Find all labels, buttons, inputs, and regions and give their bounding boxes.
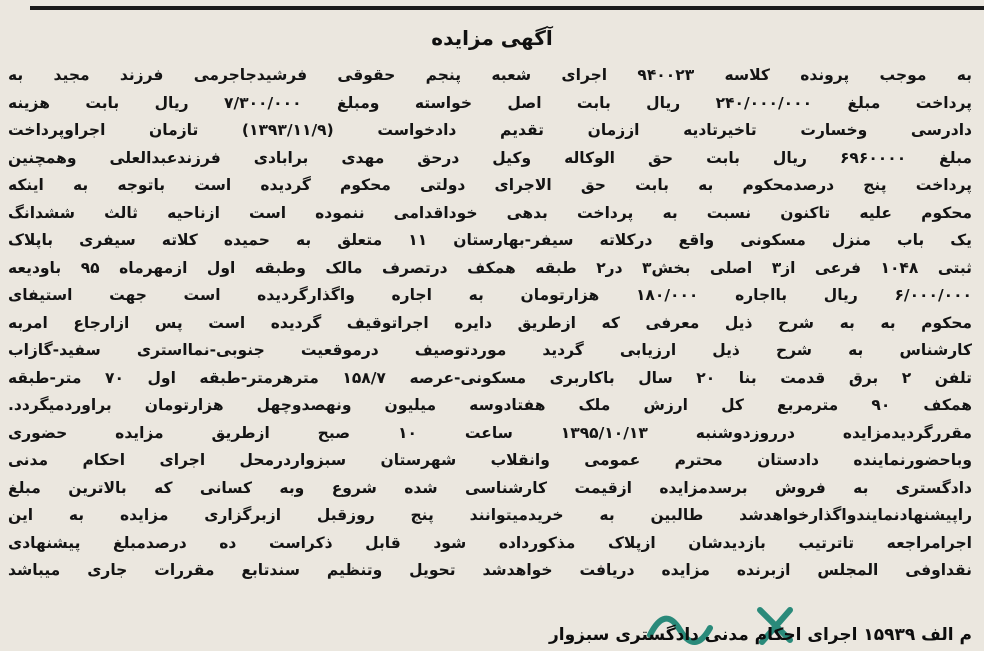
notice-line-7: یک باب منزل مسکونی واقع درکلاته سیفر-بهارستان ۱۱ متعلق به حمیده کلاته سیفری باپلاک bbox=[8, 231, 972, 249]
notice-line-1: به موجب پرونده کلاسه ۹۴۰۰۲۳ اجرای شعبه پنجم حقوقی فرشیدجاجرمی فرزند مجید به bbox=[8, 66, 972, 84]
notice-line-14: مقررگردیدمزایده درروزدوشنبه ۱۳۹۵/۱۰/۱۳ ساعت ۱۰ صبح ازطریق مزایده حضوری bbox=[8, 423, 972, 442]
notice-line-10: محکوم به به شرح ذیل معرفی که ازطریق دایره اجراتوقیف گردیده است پس ازارجاع امربه bbox=[8, 313, 972, 332]
notice-line-16: دادگستری به فروش برسدمزایده ازقیمت کارشناسی شده شروع وبه کسانی که بالاترین مبلغ bbox=[8, 478, 972, 497]
notice-title: آگهی مزایده bbox=[431, 26, 553, 50]
notice-line-4: مبلغ ۶۹۶۰۰۰۰ ریال بابت حق الوکاله وکیل درحق مهدی برابادی فرزندعبدالعلی وهمچنین bbox=[8, 148, 972, 167]
notice-body bbox=[8, 62, 972, 585]
notice-line-3: دادرسی وخسارت تاخیرتادیه اززمان تقدیم دادخواست (۱۳۹۳/۱۱/۹) تازمان اجراوپرداخت bbox=[8, 121, 972, 139]
notice-line-12: تلفن ۲ برق قدمت بنا ۲۰ سال باکاربری مسکونی-عرصه ۱۵۸/۷ مترهرمتر-طبقه اول ۷۰ متر-طبقه bbox=[8, 368, 972, 387]
notice-line-19: نقداوفی المجلس ازبرنده مزایده دریافت خواهدشد تحویل وتنظیم سندتابع مقررات جاری میباشد bbox=[8, 561, 972, 579]
notice-line-18: اجرامراجعه تاترتیب بازدیدشان ازپلاک مذکورداده شود قابل ذکراست ده درصدمبلغ پیشنهادی bbox=[8, 533, 972, 552]
notice-footer: م الف ۱۵۹۳۹ اجرای احکام مدنی دادگستری سبزوار bbox=[548, 625, 972, 645]
notice-line-2: پرداخت مبلغ ۲۴۰/۰۰۰/۰۰۰ ریال بابت اصل خواسته ومبلغ ۷/۳۰۰/۰۰۰ ریال بابت هزینه bbox=[8, 93, 972, 112]
notice-line-15: وباحضورنماینده دادستان محترم عمومی وانقلاب شهرستان سبزواردرمحل اجرای احکام مدنی bbox=[8, 451, 972, 469]
notice-line-11: کارشناس به شرح ذیل ارزیابی گردید موردتوصیف درموقعیت جنوبی-نمااستری سفید-گازاب bbox=[8, 341, 972, 359]
notice-line-6: محکوم علیه تاکنون نسبت به پرداخت بدهی خوداقدامی ننموده است ازناحیه ثالث ششدانگ bbox=[8, 203, 972, 222]
notice-line-8: ثبتی ۱۰۴۸ فرعی از۳ اصلی بخش۳ در۲ طبقه همکف درتصرف مالک وطبقه اول ازمهرماه ۹۵ باودیعه bbox=[8, 258, 972, 277]
notice-line-13: همکف ۹۰ مترمربع کل ارزش ملک هفتادوسه میلیون ونهصدوچهل هزارتومان براوردمیگردد. bbox=[8, 396, 972, 414]
notice-line-5: پرداخت پنج درصدمحکوم به بابت حق الاجرای دولتی محکوم گردیده است باتوجه به اینکه bbox=[8, 176, 972, 194]
top-border-rule bbox=[30, 6, 984, 20]
notice-line-9: ۶/۰۰۰/۰۰۰ ریال بااجاره ۱۸۰/۰۰۰ هزارتومان به اجاره واگذارگردیده است جهت استیفای bbox=[8, 286, 972, 304]
notice-line-17: راپیشنهادنمایندواگذارخواهدشد طالبین به خریدمیتوانند پنج روزقبل ازبرگزاری مزایده به این bbox=[8, 506, 972, 524]
